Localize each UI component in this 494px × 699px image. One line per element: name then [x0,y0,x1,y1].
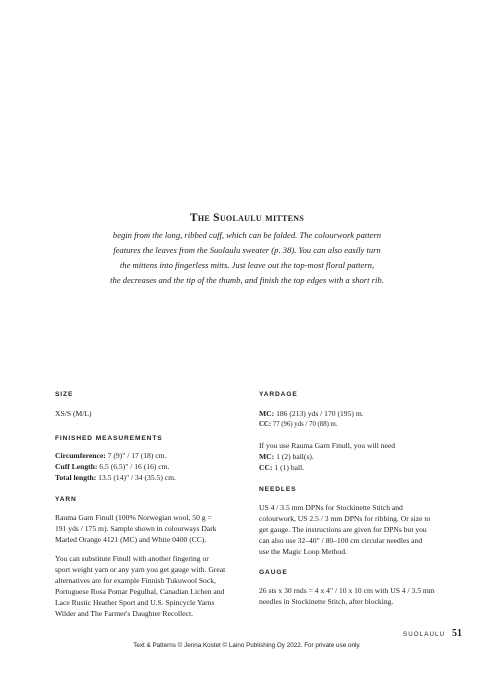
size-heading: SIZE [55,391,74,398]
needles-line: use the Magic Loop Method. [259,547,347,556]
mc-label: MC: [259,409,275,418]
yarn-line: Marled Orange 4121 (MC) and White 0400 (CC). [55,535,207,544]
gauge-heading: GAUGE [259,569,288,576]
yarn-line: 191 yds / 175 m). Sample shown in colourways Dark [55,524,217,533]
measurements-heading: FINISHED MEASUREMENTS [55,435,163,442]
total-length-line [55,473,176,484]
cc-balls: 1 (1) ball. [272,463,305,472]
intro-line: the mittens into fingerless mitts. Just leave out the top-most floral pattern, [119,260,375,270]
circumference-line [55,451,166,462]
total-length-label: Total length: [55,473,97,482]
cuff-length-line [55,462,169,473]
intro-paragraph [60,228,434,288]
intro-line: the decreases and the tip of the thumb, and finish the top edges with a short rib. [110,275,384,285]
pattern-title: The Suolaulu mittens [189,212,305,224]
needles-line: get gauge. The instructions are given for DPNs but you [259,525,427,534]
yarn-heading: YARN [55,496,77,503]
mc-value: 186 (213) yds / 170 (195) m. [274,409,364,418]
yarn-alt-line: You can substitute Finull with another fingering or [55,554,209,563]
mc-balls: 1 (2) ball(s). [274,452,314,461]
copyright-notice: Text & Patterns © Jenna Kostet © Laino Publishing Oy 2022. For private use only. [133,642,361,649]
cuff-length-value: 6.5 (6.5)" / 16 (16) cm. [97,462,170,471]
cuff-length-label: Cuff Length: [55,462,98,471]
rauma-intro: If you use Rauma Garn Finull, you will need [259,441,396,450]
cc-label: CC: [259,463,273,472]
total-length-value: 13.5 (14)" / 34 (35.5) cm. [96,473,176,482]
intro-line: begin from the long, ribbed cuff, which can be folded. The colourwork pattern [112,230,382,240]
yardage-mc-line [259,409,364,420]
needles-line: colourwork, US 2.5 / 3 mm DPNs for ribbing. Or size to [259,514,431,523]
cc-label: CC: [259,421,272,428]
running-footer-section: SUOLAULU [403,631,446,638]
yardage-heading: YARDAGE [259,391,298,398]
gauge-line: needles in Stockinette Stitch, after blocking. [259,597,394,606]
yarn-alt-line: Portuguese Rosa Pomar Pegulhal, Canadian Lichen and [55,587,225,596]
mc-label: MC: [259,452,275,461]
size-value: XS/S (M/L) [55,409,92,418]
yardage-cc-line [259,420,338,431]
intro-line: features the leaves from the Suolaulu sweater (p. 38). You can also easily turn [113,245,381,255]
yarn-alt-line: Wilder and The Farmer's Daughter Recollect. [55,609,193,618]
gauge-line: 26 sts x 30 rnds = 4 x 4" / 10 x 10 cm with US 4 / 3.5 mm [259,586,435,595]
page-number: 51 [452,628,462,639]
yarn-alt-line: sport weight yarn or any yarn you get gauge with. Great [55,565,226,574]
cc-value: 77 (96) yds / 70 (88) m. [271,421,338,428]
circumference-value: 7 (9)" / 17 (18) cm. [105,451,167,460]
rauma-mc-line [259,452,314,463]
circumference-label: Circumference: [55,451,106,460]
yarn-alt-line: Lace Rustic Heather Sport and U.S. Spincycle Yarns [55,598,215,607]
yarn-line: Rauma Garn Finull (100% Norwegian wool, 50 g = [55,513,212,522]
needles-line: can also use 32–40" / 80–100 cm circular needles and [259,536,423,545]
rauma-cc-line [259,463,304,474]
needles-heading: NEEDLES [259,486,297,493]
needles-line: US 4 / 3.5 mm DPNs for Stockinette Stitch and [259,503,403,512]
yarn-alt-line: alternatives are for example Finnish Tukuwool Sock, [55,576,216,585]
